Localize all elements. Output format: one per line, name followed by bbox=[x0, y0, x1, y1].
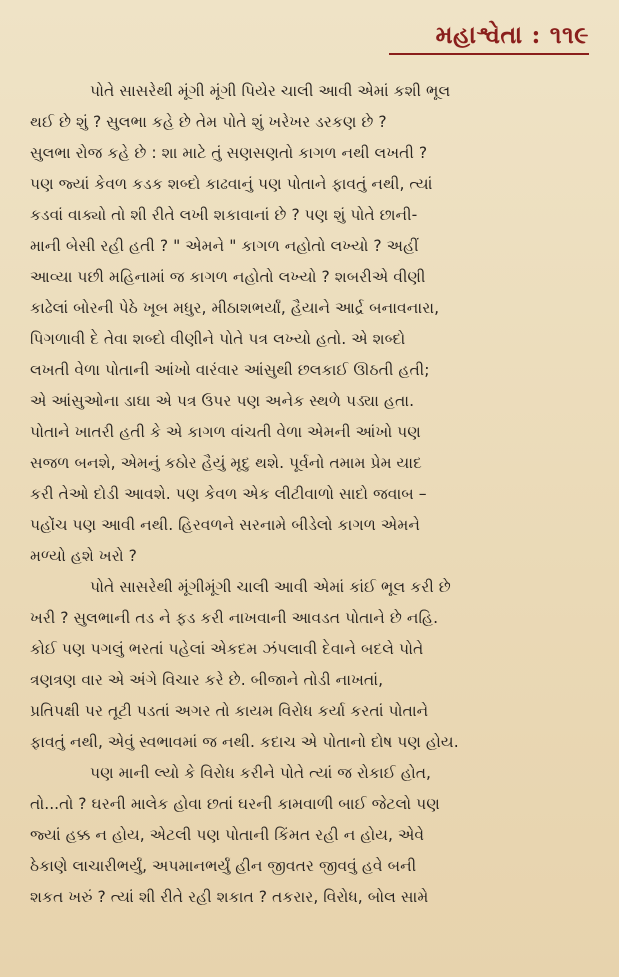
text-line: માની બેસી રહી હતી ? " એમને " કાગળ નહોતો લખ્યો ? અહીં bbox=[30, 237, 419, 255]
paragraph-3 bbox=[30, 758, 597, 913]
text-line: થઈ છે શું ? સુલભા કહે છે તેમ પોતે શું ખરેખર ડરકણ છે ? bbox=[30, 113, 387, 131]
paragraph-2 bbox=[30, 572, 597, 758]
text-line: પણ માની લ્યો કે વિરોધ કરીને પોતે ત્યાં જ રોકાઈ હોત, bbox=[90, 764, 432, 782]
text-line: ત્રણત્રણ વાર એ અંગે વિચાર કરે છે. બીજાને તોડી નાખતાં, bbox=[30, 671, 384, 689]
text-line: પોતે સાસરેથી મૂંગી મૂંગી પિયેર ચાલી આવી એમાં કશી ભૂલ bbox=[90, 82, 451, 100]
text-line: કોઈ પણ પગલું ભરતાં પહેલાં એકદમ ઝંપલાવી દેવાને બદલે પોતે bbox=[30, 640, 424, 658]
text-line: સુલભા રોજ કહે છે : શા માટે તું સણસણતો કાગળ નથી લખતી ? bbox=[30, 144, 428, 162]
text-line: સજળ બનશે, એમનું કઠોર હૈયું મૃદુ થશે. પૂર્વનો તમામ પ્રેમ યાદ bbox=[30, 454, 422, 472]
header-title: મહાશ્વેતા : ૧૧૯ bbox=[435, 20, 589, 49]
header-underline bbox=[389, 53, 589, 55]
body-text bbox=[30, 76, 597, 913]
text-line: એ આંસુઓના ડાઘા એ પત્ર ઉપર પણ અનેક સ્થળે પડ્યા હતા. bbox=[30, 392, 415, 410]
text-line: પોતાને ખાતરી હતી કે એ કાગળ વાંચતી વેળા એમની આંખો પણ bbox=[30, 423, 421, 441]
text-line: કાઢેલાં બોરની પેઠે ખૂબ મધુર, મીઠાશભર્યાં, હૈયાને આર્દ્ર બનાવનારા, bbox=[30, 299, 440, 317]
text-line: પહોંચ પણ આવી નથી. હિરવળને સરનામે બીડેલો કાગળ એમને bbox=[30, 516, 420, 534]
text-line: શકત ખરું ? ત્યાં શી રીતે રહી શકાત ? તકરાર, વિરોધ, બોલ સામે bbox=[30, 888, 429, 906]
text-line: પોતે સાસરેથી મૂંગીમૂંગી ચાલી આવી એમાં કાંઈ ભૂલ કરી છે bbox=[90, 578, 451, 596]
text-line: પિગળાવી દે તેવા શબ્દો વીણીને પોતે પત્ર લખ્યો હતો. એ શબ્દો bbox=[30, 330, 406, 348]
text-line: પ્રતિપક્ષી પર તૂટી પડતાં અગર તો કાયમ વિરોધ કર્યા કરતાં પોતાને bbox=[30, 702, 429, 720]
text-line: મળ્યો હશે ખરો ? bbox=[30, 547, 137, 565]
running-header bbox=[389, 20, 589, 55]
text-line: તો...તો ? ઘરની માલેક હોવા છતાં ઘરની કામવાળી બાઈ જેટલો પણ bbox=[30, 795, 440, 813]
text-line: જ્યાં હક્ક ન હોય, એટલી પણ પોતાની કિંમત રહી ન હોય, એવે bbox=[30, 826, 425, 844]
text-line: પણ જ્યાં કેવળ કડક શબ્દો કાઢવાનું પણ પોતાને ફાવતું નથી, ત્યાં bbox=[30, 175, 433, 193]
text-line: આવ્યા પછી મહિનામાં જ કાગળ નહોતો લખ્યો ? શબરીએ વીણી bbox=[30, 268, 426, 286]
paragraph-1 bbox=[30, 76, 597, 572]
text-line: કરી તેઓ દોડી આવશે. પણ કેવળ એક લીટીવાળો સાદો જવાબ – bbox=[30, 485, 427, 503]
text-line: ઠેકાણે લાચારીભર્યું, અપમાનભર્યું હીન જીવતર જીવવું હવે બની bbox=[30, 857, 417, 875]
text-line: લખતી વેળા પોતાની આંખો વારંવાર આંસુથી છલકાઈ ઊઠતી હતી; bbox=[30, 361, 430, 379]
text-line: કડવાં વાક્યો તો શી રીતે લખી શકાવાનાં છે ? પણ શું પોતે છાની- bbox=[30, 206, 418, 224]
text-line: ખરી ? સુલભાની તડ ને ફડ કરી નાખવાની આવડત પોતાને છે નહિ. bbox=[30, 609, 439, 627]
text-line: ફાવતું નથી, એવું સ્વભાવમાં જ નથી. કદાચ એ પોતાનો દોષ પણ હોય. bbox=[30, 733, 459, 751]
